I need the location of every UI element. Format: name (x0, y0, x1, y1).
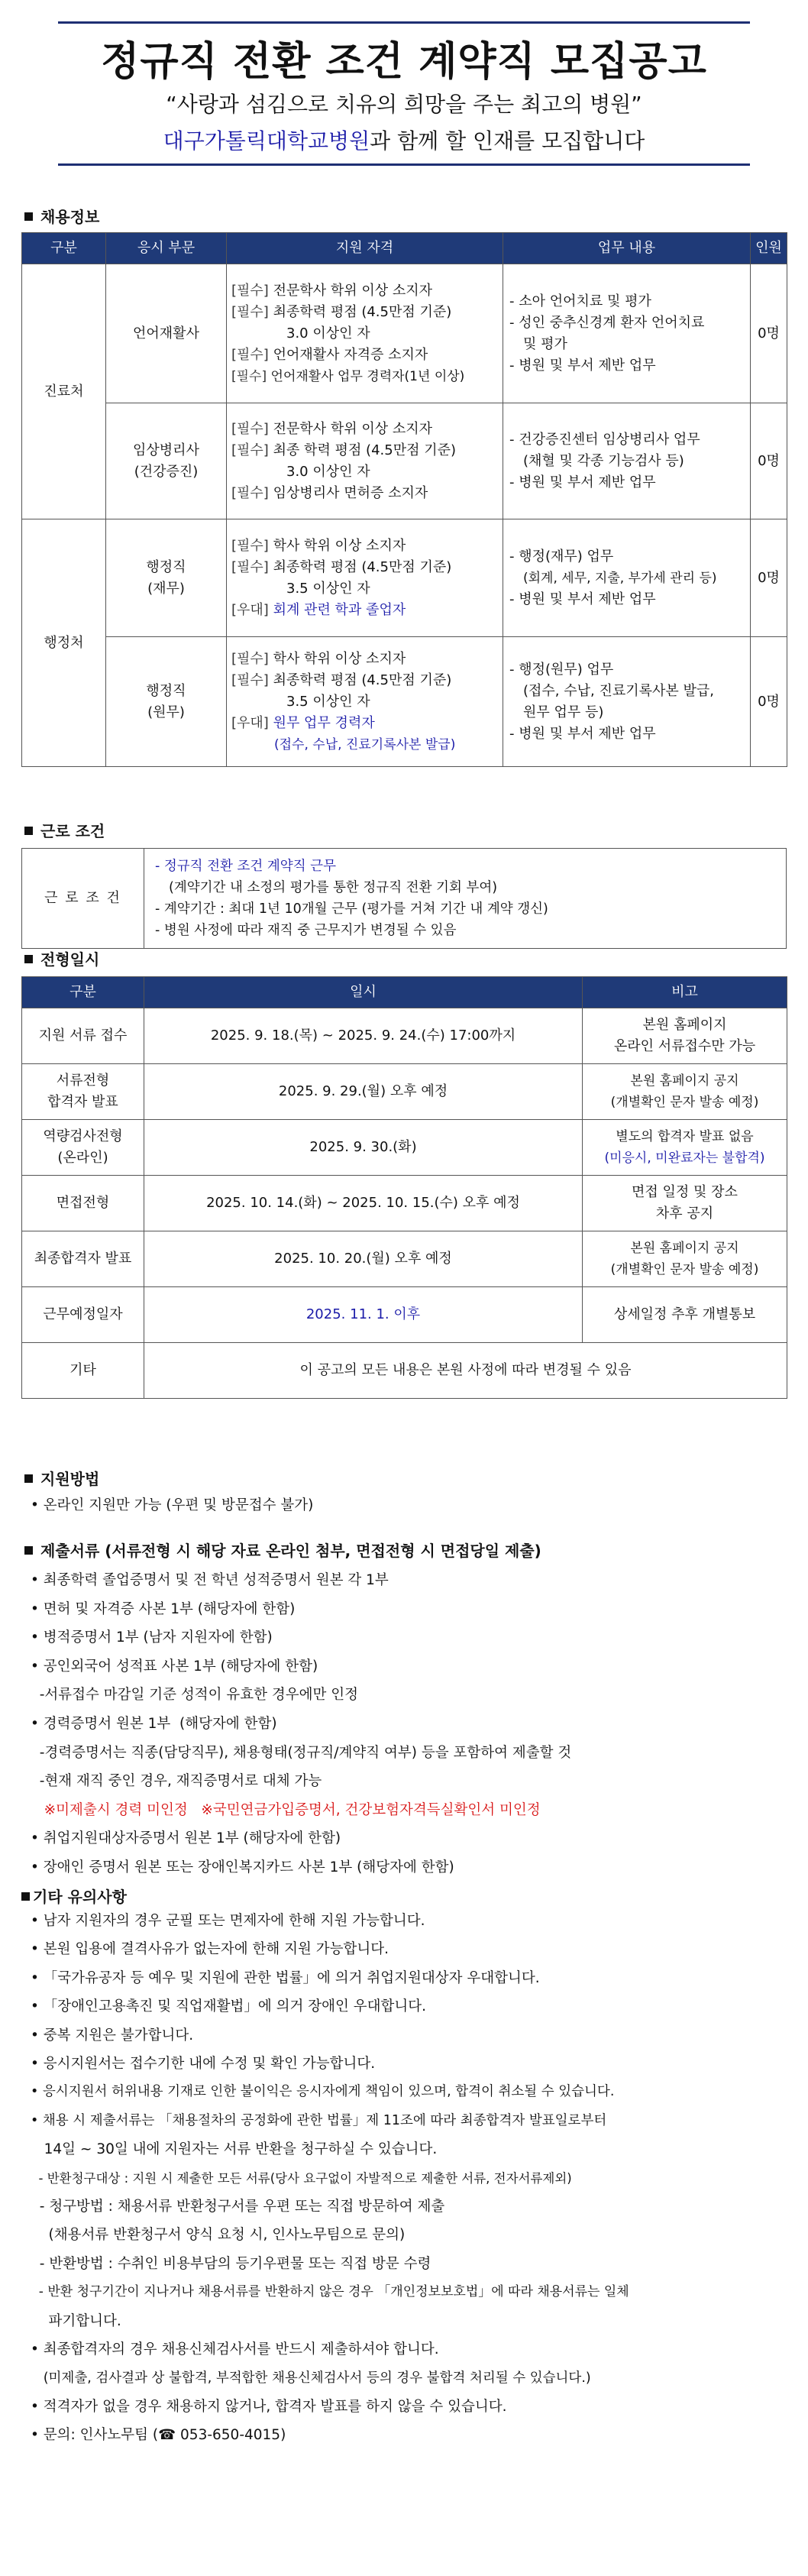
note-cell: 면접 일정 및 장소 차후 공지 (583, 1176, 787, 1231)
date-cell: 2025. 10. 20.(월) 오후 예정 (144, 1231, 583, 1287)
square-bullet-icon (24, 212, 33, 221)
headcount-cell: 0명 (751, 637, 787, 767)
qual-cell: [필수] 학사 학위 이상 소지자 [필수] 최종학력 평점 (4.5만점 기준) 3.5 이상인 자 [우대] 원무 업무 경력자 (접수, 수납, 진료기록사본 발급) (227, 637, 503, 767)
list-item: • 온라인 지원만 가능 (우편 및 방문접수 불가) (31, 1497, 314, 1513)
apply-list (31, 1491, 313, 1520)
col-header: 인원 (751, 233, 787, 264)
dept-cell: 언어재활사 (106, 264, 227, 403)
date-cell: 이 공고의 모든 내용은 본원 사정에 따라 변경될 수 있음 (144, 1343, 787, 1399)
note-cell: 상세일정 추후 개별통보 (583, 1287, 787, 1343)
list-item: • 장애인 증명서 원본 또는 장애인복지카드 사본 1부 (해당자에 한함) (31, 1859, 454, 1875)
list-item: • 응시지원서 허위내용 기재로 인한 불이익은 응시자에게 책임이 있으며, 합격이 취소될 수 있습니다. (31, 2084, 615, 2100)
list-item: • 최종학력 졸업증명서 및 전 학년 성적증명서 원본 각 1부 (31, 1572, 389, 1588)
list-item: • 「국가유공자 등 예우 및 지원에 관한 법률」에 의거 취업지원대상자 우대합니다. (31, 1969, 540, 1986)
date-cell: 2025. 9. 18.(목) ~ 2025. 9. 24.(수) 17:00까지 (144, 1008, 583, 1064)
list-item: - 반환 청구기간이 지나거나 채용서류를 반환하지 않은 경우 「개인정보보호법」에 따라 채용서류는 일체 (31, 2284, 629, 2300)
list-item: - 청구방법 : 채용서류 반환청구서를 우편 또는 직접 방문하여 제출 (31, 2199, 445, 2215)
table-row (22, 1008, 787, 1064)
table-header-row (22, 977, 787, 1008)
table-row (22, 1343, 787, 1399)
stage-cell: 기타 (22, 1343, 144, 1399)
section-heading-schedule: 전형일시 (24, 947, 99, 969)
list-item: • 취업지원대상자증명서 원본 1부 (해당자에 한함) (31, 1830, 341, 1847)
list-item: (채용서류 반환청구서 양식 요청 시, 인사노무팀으로 문의) (31, 2227, 406, 2244)
col-header: 비고 (583, 977, 787, 1008)
table-header-row (22, 233, 787, 264)
list-item: - 반환청구대상 : 지원 시 제출한 모든 서류(당사 요구없이 자발적으로 제출한 서류, 전자서류제외) (31, 2170, 572, 2186)
note-cell: 본원 홈페이지 공지 (개별확인 문자 발송 예정) (583, 1064, 787, 1120)
table-row (22, 403, 787, 519)
headcount-cell: 0명 (751, 264, 787, 403)
table-row (22, 1064, 787, 1120)
slogan: “사랑과 섬김으로 치유의 희망을 주는 최고의 병원” (166, 92, 642, 117)
section-heading-notes: 기타 유의사항 (21, 1885, 127, 1907)
section-heading-recruit: 채용정보 (24, 205, 99, 227)
group-cell: 진료처 (22, 264, 106, 519)
list-item: • 면허 및 자격증 사본 1부 (해당자에 한함) (31, 1600, 296, 1617)
date-cell: 2025. 10. 14.(화) ~ 2025. 10. 15.(수) 오후 예정 (144, 1176, 583, 1231)
list-item: • 병적증명서 1부 (남자 지원자에 한함) (31, 1629, 273, 1646)
work-content: - 정규직 전환 조건 계약직 근무 (계약기간 내 소정의 평가를 통한 정규직 전환 기회 부여) - 계약기간 : 최대 1년 10개월 근무 (평가를 거쳐 기간 내 계약 갱신) - 병원 사정에 따라 재직 중 근무지가 변경될 수 있음 (144, 849, 787, 949)
col-header: 일시 (144, 977, 583, 1008)
duty-cell: - 행정(원무) 업무 (접수, 수납, 진료기록사본 발급, 원무 업무 등) - 병원 및 부서 제반 업무 (503, 637, 751, 767)
tagline (0, 125, 808, 155)
list-item: • 중복 지원은 불가합니다. (31, 2027, 194, 2044)
col-header: 구분 (22, 977, 144, 1008)
page-title: 정규직 전환 조건 계약직 모집공고 (101, 39, 707, 85)
duty-cell: - 행정(재무) 업무 (회계, 세무, 지출, 부가세 관리 등) - 병원 및 부서 제반 업무 (503, 519, 751, 637)
date-cell: 2025. 11. 1. 이후 (144, 1287, 583, 1343)
note-cell: 본원 홈페이지 공지 (개별확인 문자 발송 예정) (583, 1231, 787, 1287)
table-row (22, 637, 787, 767)
dept-cell: 행정직 (재무) (106, 519, 227, 637)
table-row (22, 849, 787, 949)
col-header: 구분 (22, 233, 106, 264)
duty-cell: - 소아 언어치료 및 평가 - 성인 중추신경계 환자 언어치료 및 평가 - 병원 및 부서 제반 업무 (503, 264, 751, 403)
stage-cell: 최종합격자 발표 (22, 1231, 144, 1287)
list-item: • 공인외국어 성적표 사본 1부 (해당자에 한함) (31, 1658, 318, 1675)
headcount-cell: 0명 (751, 403, 787, 519)
section-heading-docs: 제출서류 (서류전형 시 해당 자료 온라인 첨부, 면접전형 시 면접당일 제출) (24, 1539, 541, 1561)
schedule-table (21, 976, 787, 1399)
date-cell: 2025. 9. 30.(화) (144, 1120, 583, 1176)
list-item: • 남자 지원자의 경우 군필 또는 면제자에 한해 지원 가능합니다. (31, 1913, 425, 1929)
table-row (22, 1287, 787, 1343)
list-item: • 본원 입용에 결격사유가 없는자에 한해 지원 가능합니다. (31, 1941, 389, 1958)
stage-cell: 면접전형 (22, 1176, 144, 1231)
list-item: - 반환방법 : 수취인 비용부담의 등기우편물 또는 직접 방문 수령 (31, 2255, 431, 2272)
date-cell: 2025. 9. 29.(월) 오후 예정 (144, 1064, 583, 1120)
dept-cell: 행정직 (원무) (106, 637, 227, 767)
note-cell: 별도의 합격자 발표 없음 (미응시, 미완료자는 불합격) (583, 1120, 787, 1176)
stage-cell: 서류전형 합격자 발표 (22, 1064, 144, 1120)
bottom-rule (58, 163, 750, 166)
work-conditions-table (21, 848, 787, 949)
stage-cell: 지원 서류 접수 (22, 1008, 144, 1064)
list-item: -현재 재직 중인 경우, 재직증명서로 대체 가능 (31, 1773, 322, 1790)
hospital-name: 대구가톨릭대학교병원 (163, 128, 370, 154)
square-bullet-icon (24, 1546, 33, 1555)
list-item: -서류접수 마감일 기준 성적이 유효한 경우에만 인정 (31, 1687, 359, 1704)
section-heading-apply: 지원방법 (24, 1467, 99, 1489)
work-label: 근 로 조 건 (22, 849, 144, 949)
col-header: 업무 내용 (503, 233, 751, 264)
col-header: 지원 자격 (227, 233, 503, 264)
section-heading-work: 근로 조건 (24, 819, 105, 841)
list-item: -경력증명서는 직종(담당직무), 채용형태(정규직/계약직 여부) 등을 포함하여 제출할 것 (31, 1744, 572, 1761)
recruit-table (21, 232, 787, 767)
dept-cell: 임상병리사 (건강증진) (106, 403, 227, 519)
square-bullet-icon (24, 955, 33, 963)
list-item: 14일 ~ 30일 내에 지원자는 서류 반환을 청구하실 수 있습니다. (31, 2141, 438, 2158)
list-item: • 문의: 인사노무팀 (☎ 053-650-4015) (31, 2427, 286, 2444)
documents-list (31, 1566, 571, 1882)
qual-cell: [필수] 전문학사 학위 이상 소지자 [필수] 최종학력 평점 (4.5만점 기준) 3.0 이상인 자 [필수] 언어재활사 자격증 소지자 [필수] 언어재활사 업무 경력자(1년 이상) (227, 264, 503, 403)
tagline-suffix: 과 함께 할 인재를 모집합니다 (370, 128, 645, 154)
square-bullet-icon (24, 1474, 33, 1483)
note-cell: 본원 홈페이지 온라인 서류접수만 가능 (583, 1008, 787, 1064)
list-item: • 「장애인고용촉진 및 직업재활법」에 의거 장애인 우대합니다. (31, 1998, 426, 2015)
table-row (22, 1120, 787, 1176)
list-item: • 경력증명서 원본 1부 (해당자에 한함) (31, 1715, 277, 1732)
group-cell: 행정처 (22, 519, 106, 767)
stage-cell: 근무예정일자 (22, 1287, 144, 1343)
col-header: 응시 부문 (106, 233, 227, 264)
list-item: • 적격자가 없을 경우 채용하지 않거나, 합격자 발표를 하지 않을 수 있습니다. (31, 2398, 507, 2415)
list-item: 파기합니다. (31, 2312, 121, 2329)
list-item: • 응시지원서는 접수기한 내에 수정 및 확인 가능합니다. (31, 2056, 376, 2073)
table-row (22, 519, 787, 637)
table-row (22, 1176, 787, 1231)
list-item: ※미제출시 경력 미인정 ※국민연금가입증명서, 건강보험자격득실확인서 미인정 (31, 1801, 541, 1818)
top-rule (58, 21, 750, 24)
notice-header (0, 0, 808, 183)
qual-cell: [필수] 학사 학위 이상 소지자 [필수] 최종학력 평점 (4.5만점 기준) 3.5 이상인 자 [우대] 회계 관련 학과 졸업자 (227, 519, 503, 637)
table-row (22, 1231, 787, 1287)
headcount-cell: 0명 (751, 519, 787, 637)
list-item: • 채용 시 제출서류는 「채용절차의 공정화에 관한 법률」제 11조에 따라 최종합격자 발표일로부터 (31, 2112, 607, 2128)
square-bullet-icon (21, 1892, 30, 1901)
duty-cell: - 건강증진센터 임상병리사 업무 (채혈 및 각종 기능검사 등) - 병원 및 부서 제반 업무 (503, 403, 751, 519)
table-row (22, 264, 787, 403)
square-bullet-icon (24, 827, 33, 835)
notes-list (31, 1907, 629, 2450)
list-item: • 최종합격자의 경우 채용신체검사서를 반드시 제출하셔야 합니다. (31, 2341, 439, 2358)
qual-cell: [필수] 전문학사 학위 이상 소지자 [필수] 최종 학력 평점 (4.5만점 기준) 3.0 이상인 자 [필수] 임상병리사 면허증 소지자 (227, 403, 503, 519)
list-item: (미제출, 검사결과 상 불합격, 부적합한 채용신체검사서 등의 경우 불합격 처리될 수 있습니다.) (31, 2370, 591, 2386)
stage-cell: 역량검사전형 (온라인) (22, 1120, 144, 1176)
